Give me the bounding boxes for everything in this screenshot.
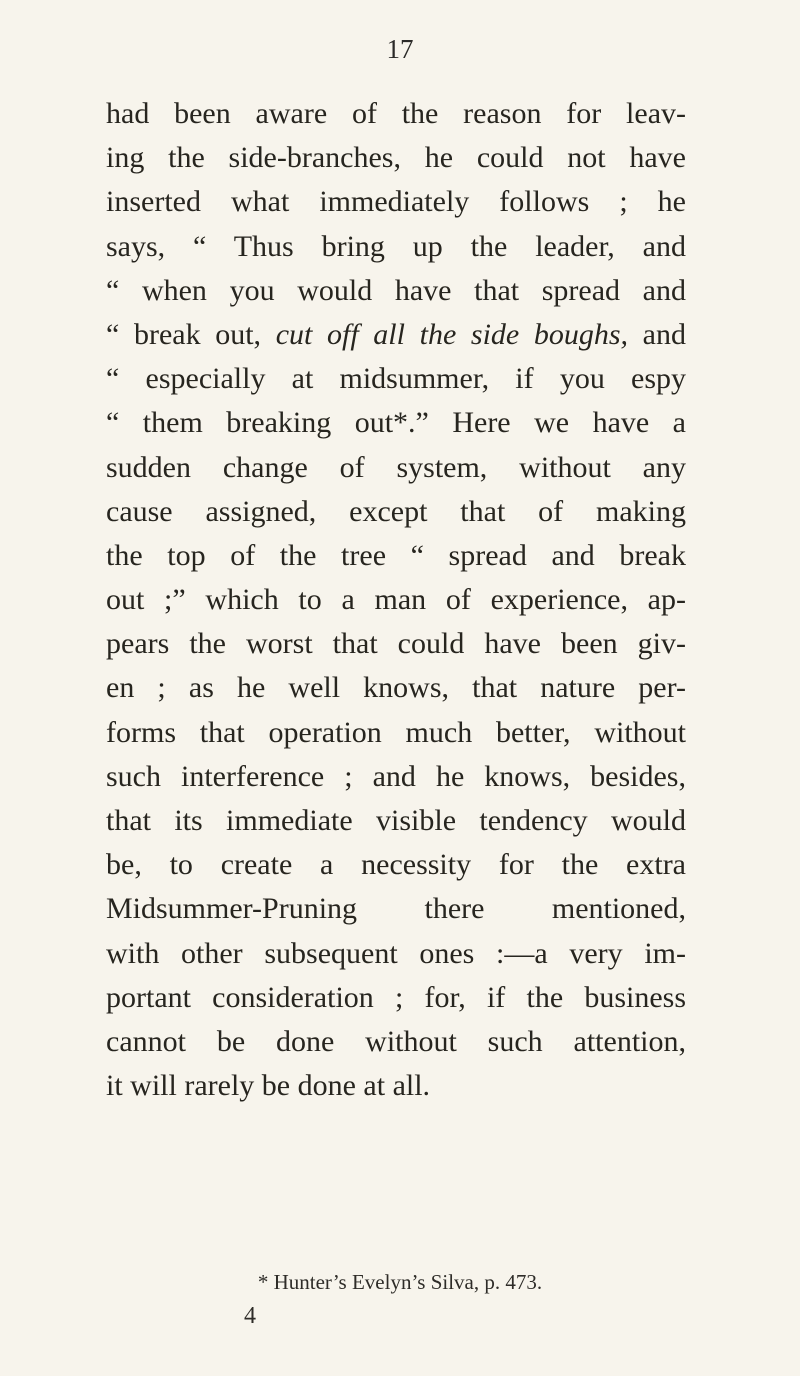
text-line: “ when you would have that spread and [106, 273, 686, 307]
signature-mark: 4 [244, 1303, 256, 1329]
text-line: had been aware of the reason for leav- [106, 97, 686, 130]
footnote: * Hunter’s Evelyn’s Silva, p. 473. [257, 1270, 543, 1294]
text-segment: “ break out, [106, 317, 276, 351]
text-line: “ them breaking out*.” Here we have a [106, 406, 686, 440]
text-line: Midsummer-Pruning there mentioned, [106, 892, 686, 926]
text-line: cause assigned, except that of making [106, 494, 686, 528]
body-text [106, 92, 686, 1108]
text-line: it will rarely be done at all. [106, 1069, 431, 1103]
text-line: forms that operation much better, without [106, 715, 686, 749]
italic-phrase: cut off all the side boughs, [275, 317, 629, 351]
text-line: such interference ; and he knows, besides, [106, 759, 686, 793]
text-line: ing the side-branches, he could not have [106, 141, 686, 175]
text-line: en ; as he well knows, that nature per- [106, 671, 686, 705]
text-line: pears the worst that could have been giv- [106, 627, 686, 661]
text-line [106, 313, 686, 357]
text-line: portant consideration ; for, if the business [106, 980, 686, 1014]
text-line: with other subsequent ones :—a very im- [106, 936, 686, 970]
text-line: out ;” which to a man of experience, ap- [106, 583, 686, 617]
text-line: be, to create a necessity for the extra [106, 848, 686, 882]
text-line: says, “ Thus bring up the leader, and [106, 229, 686, 263]
text-line: sudden change of system, without any [106, 450, 686, 484]
page-number: 17 [386, 34, 414, 64]
text-line: “ especially at midsummer, if you espy [106, 362, 686, 396]
text-segment: and [628, 317, 687, 351]
text-line: the top of the tree “ spread and break [106, 538, 686, 572]
text-line: inserted what immediately follows ; he [106, 185, 686, 219]
text-line: cannot be done without such attention, [106, 1024, 686, 1058]
text-line: that its immediate visible tendency would [106, 804, 686, 837]
